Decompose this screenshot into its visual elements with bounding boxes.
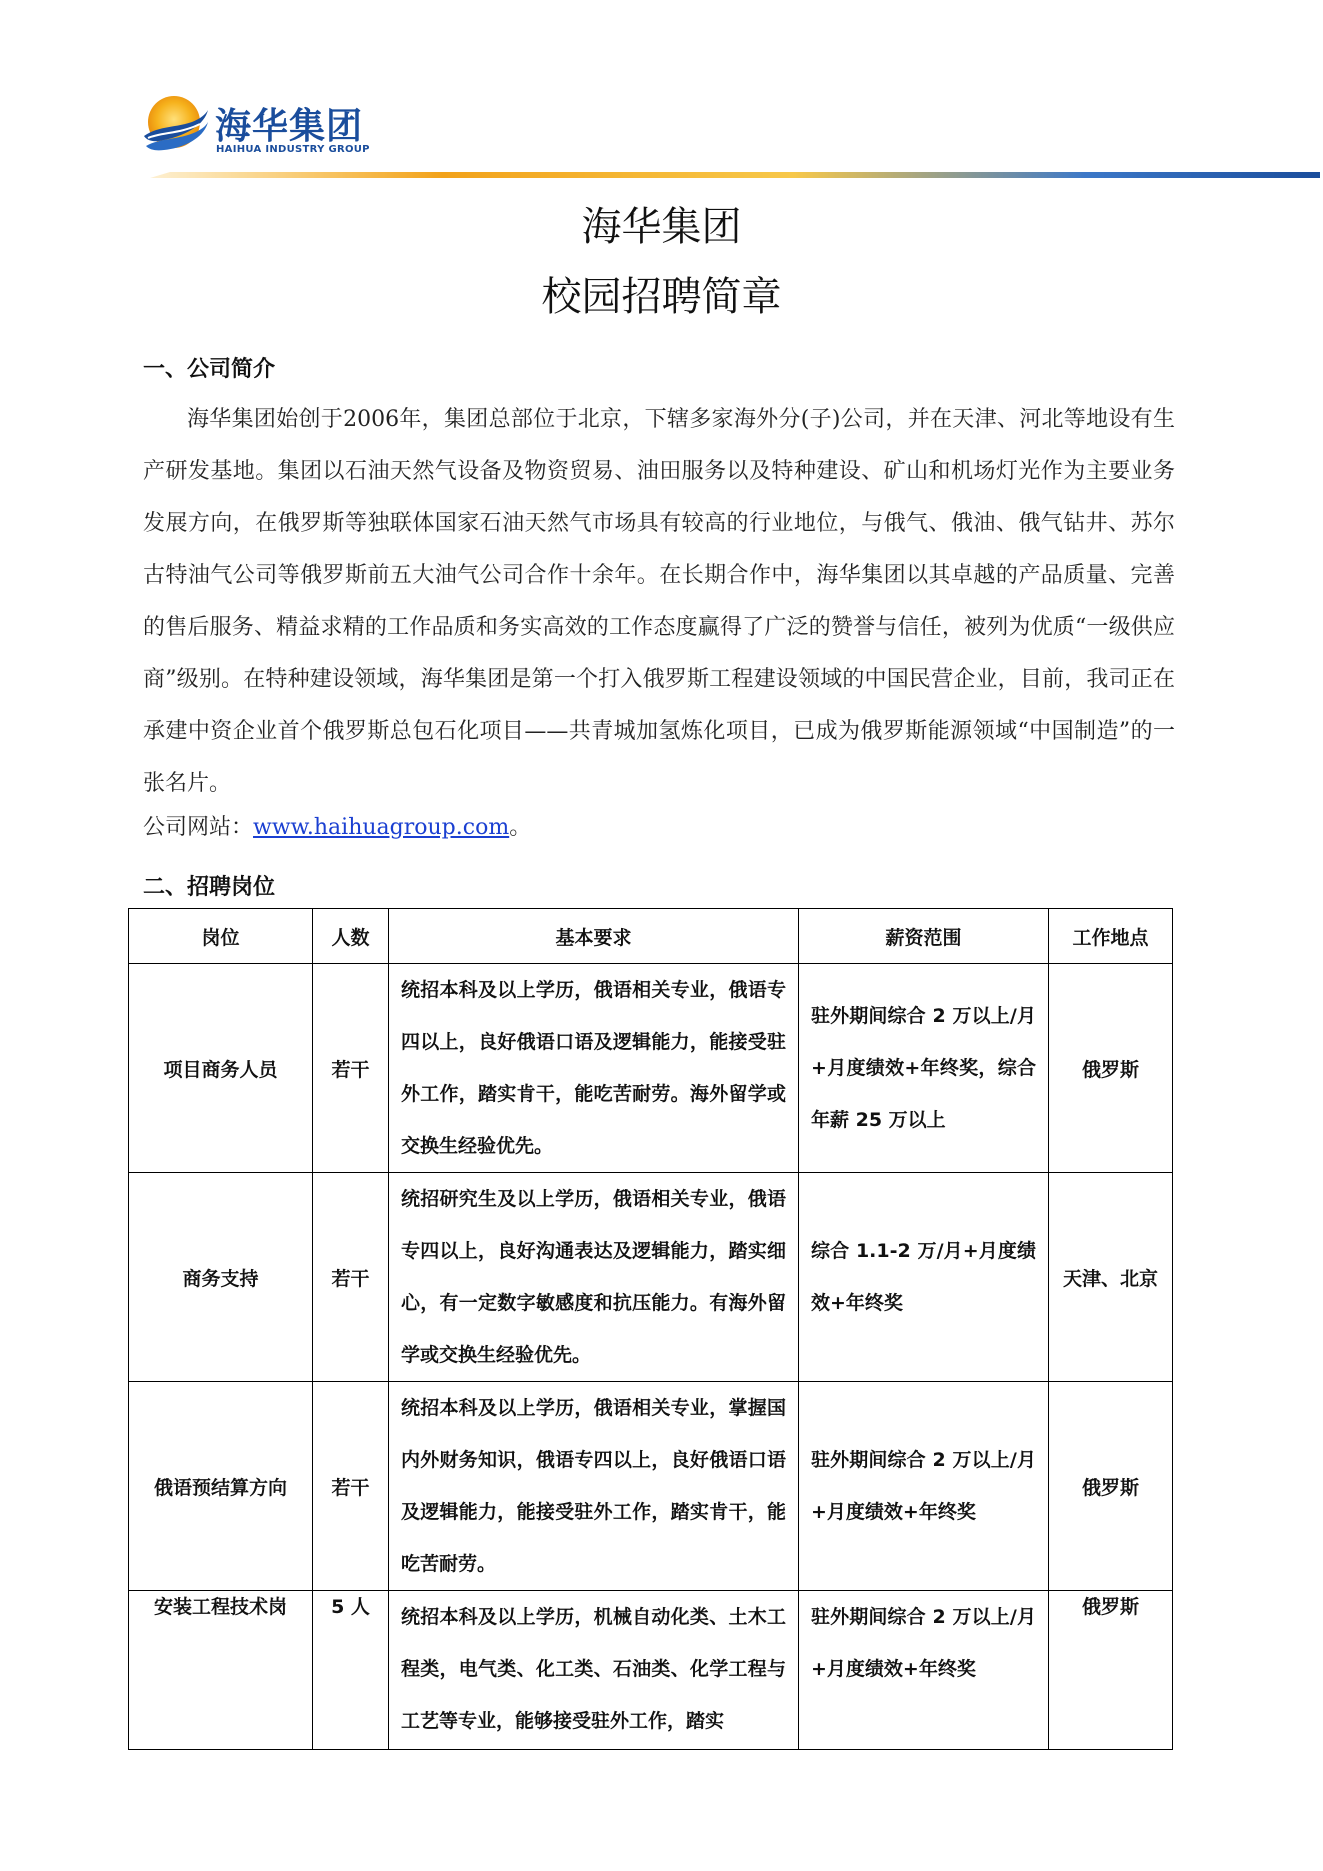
cell-location: 俄罗斯 [1049, 1382, 1173, 1591]
cell-salary: 驻外期间综合 2 万以上/月+月度绩效+年终奖 [799, 1591, 1049, 1750]
company-logo [140, 92, 380, 162]
logo-name: 海华集团 [215, 106, 364, 147]
cell-location: 俄罗斯 [1049, 964, 1173, 1173]
cell-requirement: 统招本科及以上学历，机械自动化类、土木工程类，电气类、化工类、石油类、化学工程与工艺等专业，能够接受驻外工作，踏实 [389, 1591, 799, 1750]
website-label: 公司网站： [143, 815, 254, 840]
cell-location: 天津、北京 [1049, 1173, 1173, 1382]
table-row [129, 964, 1173, 1173]
cell-count: 若干 [313, 1173, 389, 1382]
column-header-position: 岗位 [129, 909, 313, 964]
table-row [129, 1382, 1173, 1591]
cell-requirement: 统招本科及以上学历，俄语相关专业，俄语专四以上，良好俄语口语及逻辑能力，能接受驻外工作，踏实肯干，能吃苦耐劳。海外留学或交换生经验优先。 [389, 964, 799, 1173]
cell-count: 若干 [313, 964, 389, 1173]
website-link[interactable]: www.haihuagroup.com [253, 815, 510, 840]
cell-requirement: 统招本科及以上学历，俄语相关专业，掌握国内外财务知识，俄语专四以上，良好俄语口语及逻辑能力，能接受驻外工作，踏实肯干，能吃苦耐劳。 [389, 1382, 799, 1591]
website-suffix: 。 [509, 815, 532, 840]
company-website-line [143, 810, 531, 841]
cell-location: 俄罗斯 [1049, 1591, 1173, 1750]
table-row [129, 1591, 1173, 1750]
header-divider-bar [150, 170, 1320, 180]
cell-salary: 驻外期间综合 2 万以上/月+月度绩效+年终奖 [799, 1382, 1049, 1591]
table-row [129, 1173, 1173, 1382]
cell-salary: 驻外期间综合 2 万以上/月+月度绩效+年终奖，综合年薪 25 万以上 [799, 964, 1049, 1173]
cell-requirement: 统招研究生及以上学历，俄语相关专业，俄语专四以上，良好沟通表达及逻辑能力，踏实细心，有一定数字敏感度和抗压能力。有海外留学或交换生经验优先。 [389, 1173, 799, 1382]
column-header-location: 工作地点 [1049, 909, 1173, 964]
company-intro-paragraph: 海华集团始创于2006年，集团总部位于北京，下辖多家海外分(子)公司，并在天津、河北等地设有生产研发基地。集团以石油天然气设备及物资贸易、油田服务以及特种建设、矿山和机场灯光作为主要业务发展方向，在俄罗斯等独联体国家石油天然气市场具有较高的行业地位，与俄气、俄油、俄气钻井、苏尔古特油气公司等俄罗斯前五大油气公司合作十余年。在长期合作中，海华集团以其卓越的产品质量、完善的售后服务、精益求精的工作品质和务实高效的工作态度赢得了广泛的赞誉与信任，被列为优质“一级供应商”级别。在特种建设领域，海华集团是第一个打入俄罗斯工程建设领域的中国民营企业，目前，我司正在承建中资企业首个俄罗斯总包石化项目——共青城加氢炼化项目，已成为俄罗斯能源领域“中国制造”的一张名片。 [143, 407, 1175, 796]
cell-count: 5 人 [313, 1591, 389, 1750]
cell-position: 商务支持 [129, 1173, 313, 1382]
cell-salary: 综合 1.1-2 万/月+月度绩效+年终奖 [799, 1173, 1049, 1382]
section-heading-positions: 二、招聘岗位 [143, 875, 276, 900]
table-header-row [129, 909, 1173, 964]
positions-table [128, 908, 1173, 1750]
cell-count: 若干 [313, 1382, 389, 1591]
logo-english-name: HAIHUA INDUSTRY GROUP [216, 144, 370, 155]
page-header [0, 0, 1323, 190]
sun-wave-logo-icon [140, 92, 210, 162]
page-title: 海华集团 [581, 204, 742, 250]
cell-position: 俄语预结算方向 [129, 1382, 313, 1591]
cell-position: 安装工程技术岗 [129, 1591, 313, 1750]
page-subtitle: 校园招聘简章 [541, 274, 782, 320]
column-header-requirement: 基本要求 [389, 909, 799, 964]
column-header-count: 人数 [313, 909, 389, 964]
section-heading-company-intro: 一、公司简介 [143, 357, 276, 382]
cell-position: 项目商务人员 [129, 964, 313, 1173]
column-header-salary: 薪资范围 [799, 909, 1049, 964]
